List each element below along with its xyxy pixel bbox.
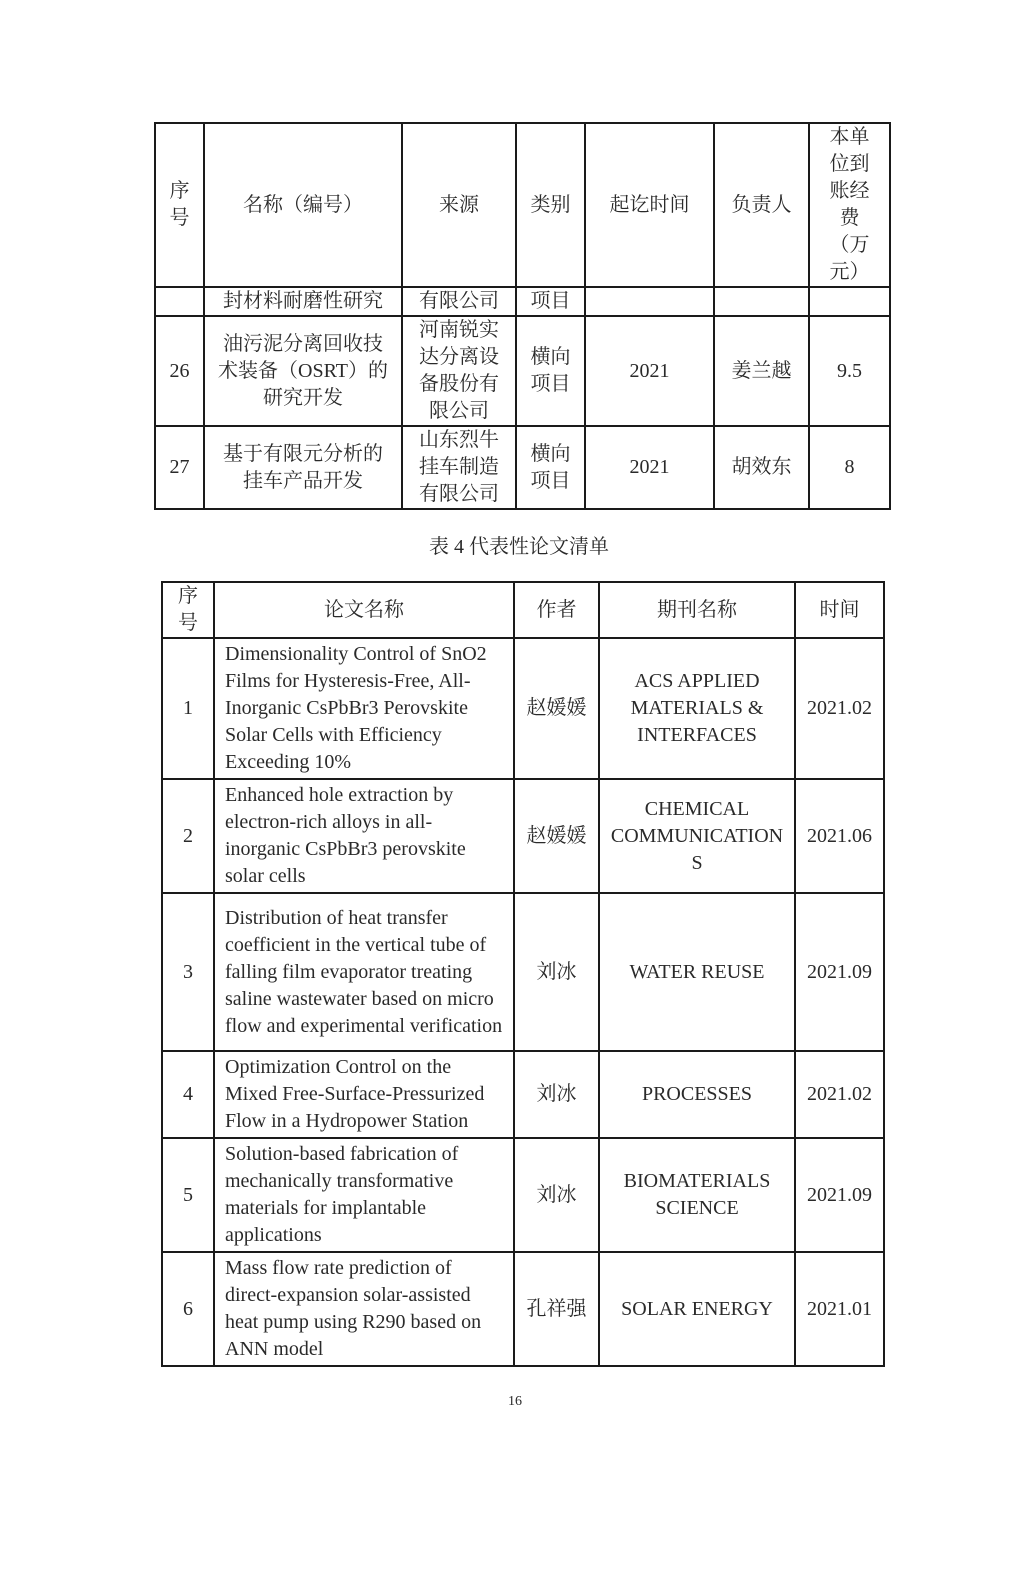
cell-author: 赵媛媛 [514, 638, 599, 779]
column-header-source: 来源 [402, 123, 516, 287]
cell-name: 封材料耐磨性研究 [204, 287, 402, 316]
column-header-seq: 序号 [162, 582, 214, 638]
cell-source: 河南锐实达分离设备股份有限公司 [402, 316, 516, 426]
cell-seq: 1 [162, 638, 214, 779]
column-header-leader: 负责人 [714, 123, 809, 287]
cell-name: 基于有限元分析的挂车产品开发 [204, 426, 402, 509]
cell-period: 2021 [585, 316, 714, 426]
cell-author: 孔祥强 [514, 1252, 599, 1366]
cell-date: 2021.09 [795, 893, 884, 1051]
cell-date: 2021.06 [795, 779, 884, 893]
cell-seq: 2 [162, 779, 214, 893]
page-number: 16 [508, 1394, 522, 1409]
column-header-journal: 期刊名称 [599, 582, 795, 638]
cell-paper-title: Distribution of heat transfer coefficient in the vertical tube of falling film evaporator treating saline wastewater based on micro flow and experimental verification [214, 893, 514, 1051]
cell-name: 油污泥分离回收技术装备（OSRT）的研究开发 [204, 316, 402, 426]
cell-seq: 3 [162, 893, 214, 1051]
column-header-seq: 序号 [155, 123, 204, 287]
column-header-name: 名称（编号） [204, 123, 402, 287]
column-header-paper-title: 论文名称 [214, 582, 514, 638]
cell-journal: BIOMATERIALS SCIENCE [599, 1138, 795, 1252]
cell-seq: 4 [162, 1051, 214, 1138]
cell-journal: WATER REUSE [599, 893, 795, 1051]
cell-paper-title: Dimensionality Control of SnO2 Films for Hysteresis-Free, All-Inorganic CsPbBr3 Perovskite Solar Cells with Efficiency Exceeding 10% [214, 638, 514, 779]
papers-table [161, 581, 885, 1367]
cell-date: 2021.02 [795, 638, 884, 779]
table-row [155, 316, 890, 426]
cell-seq: 6 [162, 1252, 214, 1366]
table-row [155, 287, 890, 316]
cell-seq [155, 287, 204, 316]
cell-date: 2021.09 [795, 1138, 884, 1252]
cell-fund [809, 287, 890, 316]
cell-author: 刘冰 [514, 893, 599, 1051]
column-header-category: 类别 [516, 123, 585, 287]
cell-journal: PROCESSES [599, 1051, 795, 1138]
cell-seq: 5 [162, 1138, 214, 1252]
table-row [162, 779, 884, 893]
cell-leader: 姜兰越 [714, 316, 809, 426]
column-header-date: 时间 [795, 582, 884, 638]
cell-date: 2021.02 [795, 1051, 884, 1138]
column-header-period: 起讫时间 [585, 123, 714, 287]
table-row [162, 893, 884, 1051]
cell-leader [714, 287, 809, 316]
cell-period: 2021 [585, 426, 714, 509]
projects-header-row [155, 123, 890, 287]
cell-author: 刘冰 [514, 1051, 599, 1138]
cell-fund: 9.5 [809, 316, 890, 426]
table-row [155, 426, 890, 509]
cell-source: 有限公司 [402, 287, 516, 316]
cell-source: 山东烈牛挂车制造有限公司 [402, 426, 516, 509]
papers-table-title: 表 4 代表性论文清单 [429, 536, 609, 558]
table-row [162, 1138, 884, 1252]
document-page [0, 122, 1024, 1570]
cell-paper-title: Mass flow rate prediction of direct-expansion solar-assisted heat pump using R290 based on ANN model [214, 1252, 514, 1366]
projects-table [154, 122, 891, 510]
cell-journal: CHEMICAL COMMUNICATIONS [599, 779, 795, 893]
cell-fund: 8 [809, 426, 890, 509]
cell-journal: SOLAR ENERGY [599, 1252, 795, 1366]
papers-header-row [162, 582, 884, 638]
column-header-fund: 本单位到账经费（万元） [809, 123, 890, 287]
cell-period [585, 287, 714, 316]
cell-author: 赵媛媛 [514, 779, 599, 893]
table-row [162, 1252, 884, 1366]
cell-paper-title: Optimization Control on the Mixed Free-Surface-Pressurized Flow in a Hydropower Station [214, 1051, 514, 1138]
cell-seq: 27 [155, 426, 204, 509]
cell-seq: 26 [155, 316, 204, 426]
table-row [162, 1051, 884, 1138]
cell-category: 横向项目 [516, 426, 585, 509]
column-header-author: 作者 [514, 582, 599, 638]
cell-date: 2021.01 [795, 1252, 884, 1366]
cell-author: 刘冰 [514, 1138, 599, 1252]
cell-category: 项目 [516, 287, 585, 316]
table-row [162, 638, 884, 779]
cell-paper-title: Solution-based fabrication of mechanically transformative materials for implantable applications [214, 1138, 514, 1252]
cell-paper-title: Enhanced hole extraction by electron-rich alloys in all-inorganic CsPbBr3 perovskite solar cells [214, 779, 514, 893]
cell-category: 横向项目 [516, 316, 585, 426]
cell-leader: 胡效东 [714, 426, 809, 509]
cell-journal: ACS APPLIED MATERIALS & INTERFACES [599, 638, 795, 779]
